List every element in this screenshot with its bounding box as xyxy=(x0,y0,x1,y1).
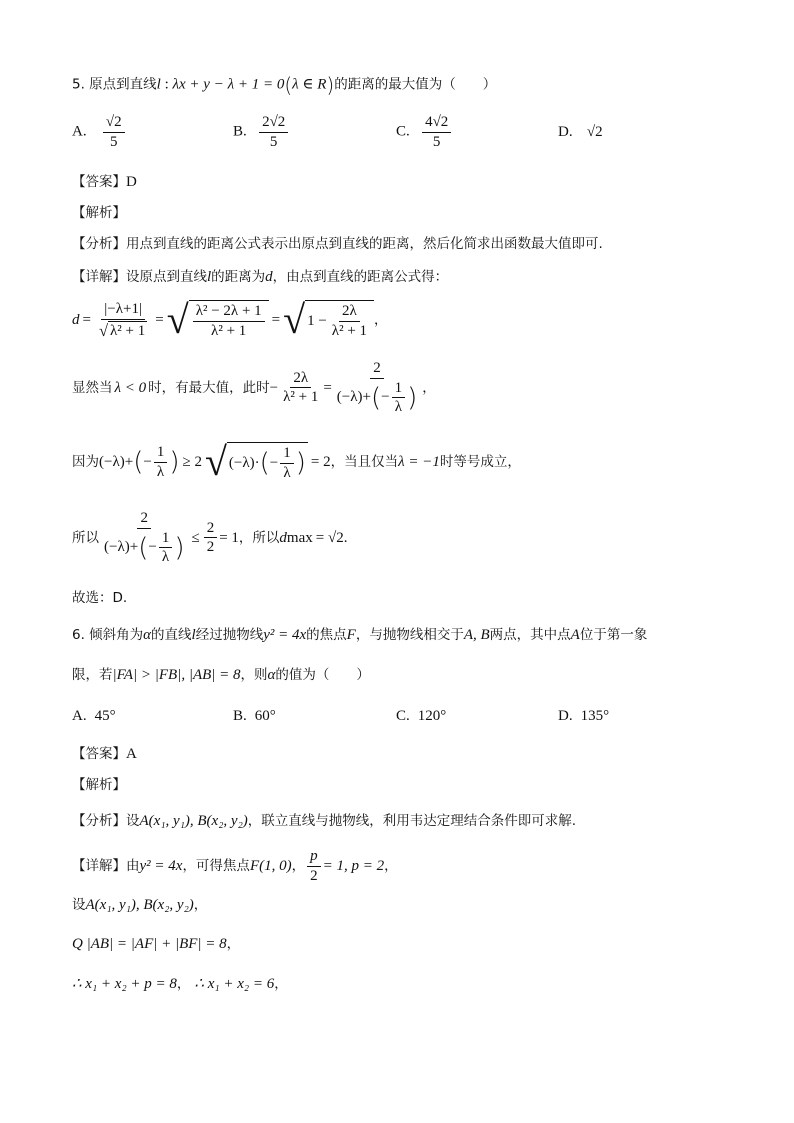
option-value: 120° xyxy=(417,708,447,724)
q6-option-d xyxy=(558,708,609,725)
expression-term: 1 − xyxy=(307,313,327,329)
equals-sign: = xyxy=(82,312,91,328)
q5-stem-colon: : xyxy=(160,76,173,93)
parabola-equation: y² = 4x xyxy=(139,858,183,874)
punctuation: ， xyxy=(193,897,208,913)
fenxi-tag: 【分析】 xyxy=(72,236,126,252)
q6-analysis-tag xyxy=(72,777,126,793)
var-d: d xyxy=(279,529,287,546)
option-letter: A. xyxy=(72,123,87,140)
option-numerator: √2 xyxy=(103,114,125,133)
subscript-max: max xyxy=(286,529,313,546)
q5-am-gm: 因为 (−λ)+ ( − $\frac{1}{\lambda}$ ) ≥ 2 √ (−λ)· ( − $\frac{1}{\lambda}$ ) = 2 ，当且仅当 λ = −1 时等号成立， xyxy=(72,439,521,484)
q5-option-b xyxy=(233,114,290,150)
equals-sign: = xyxy=(155,312,164,328)
text: 由 xyxy=(126,857,140,874)
text: 因为 xyxy=(72,453,99,470)
option-numerator: 4√2 xyxy=(422,114,451,133)
q5-max-condition: 显然当 λ < 0 时，有最大值，此时 − $\frac{2\lambda}{\text{λ² + 1}}$ = 2 (−λ)+ ( − $\frac{1}{\lambda}$ ) ， xyxy=(72,360,436,415)
option-value: 45° xyxy=(94,708,116,724)
q5-option-d xyxy=(558,124,603,141)
fraction-denominator: 2 xyxy=(206,539,215,556)
text: 所以 xyxy=(72,529,99,546)
var-a: A xyxy=(570,627,580,643)
text: 的焦点 xyxy=(306,627,347,643)
option-denominator: 5 xyxy=(269,133,278,150)
var-d: d xyxy=(72,312,80,328)
q5-xiangjie xyxy=(72,268,448,286)
fenxi-text: 用点到直线的距离公式表示出原点到直线的距离，然后化简求出函数最大值即可. xyxy=(126,236,603,252)
fraction-numerator: 2 xyxy=(137,510,151,529)
punctuation: ， xyxy=(422,379,436,396)
var-f: F xyxy=(346,627,356,643)
fraction-denominator: 2 xyxy=(310,867,318,884)
text: 6. 倾斜角为 xyxy=(72,627,144,643)
option-letter: B. xyxy=(233,123,247,140)
q6-step1 xyxy=(72,896,207,914)
var-p: p xyxy=(307,848,321,867)
fraction-denominator: λ² + 1 xyxy=(110,322,146,339)
text: ，可得焦点 xyxy=(182,857,250,874)
max-value: = √2 xyxy=(315,529,344,546)
option-letter: B. xyxy=(233,708,247,724)
q5-answer xyxy=(72,173,137,191)
points-ab: A, B xyxy=(463,627,490,643)
points: A(x₁, y₁), B(x₂, y₂) xyxy=(139,813,248,829)
var-l: l xyxy=(191,627,196,643)
answer-tag: 【答案】 xyxy=(72,174,126,190)
xiangjie-text: 的距离为 xyxy=(211,269,266,285)
q5-stem-prefix: 5. 原点到直线 xyxy=(72,76,157,93)
xiangjie-tag: 【详解】 xyxy=(72,857,126,874)
q6-step3 xyxy=(72,975,288,993)
conclude-text: 故选：D. xyxy=(72,590,128,606)
sum-result: ∴ x₁ + x₂ = 6 xyxy=(194,976,275,992)
var-alpha: α xyxy=(143,627,152,643)
inequality: ≥ 2 xyxy=(182,454,202,470)
punctuation: ， xyxy=(274,976,288,992)
q5-analysis-tag xyxy=(72,205,126,221)
q6-step2 xyxy=(72,935,240,953)
inequality: ≤ xyxy=(191,529,200,546)
focus-point: F(1, 0) xyxy=(249,858,292,874)
option-letter: D. xyxy=(558,124,573,140)
text: 的直线 xyxy=(151,627,192,643)
punctuation: . xyxy=(343,529,348,546)
punctuation: ， xyxy=(226,936,241,952)
var-l: l xyxy=(207,269,212,285)
option-value: √2 xyxy=(586,124,603,140)
q5-stem-l: l xyxy=(156,76,161,93)
fraction-numerator: 2 xyxy=(370,360,384,379)
text: 时，有最大值，此时 xyxy=(148,379,270,396)
xiangjie-text: 设原点到直线 xyxy=(126,269,207,285)
text: 设 xyxy=(126,813,140,829)
q5-option-a xyxy=(72,114,127,150)
punctuation: ， xyxy=(374,311,388,328)
text: 设 xyxy=(72,897,86,913)
option-value: 135° xyxy=(580,708,610,724)
text: ，与抛物线相交于 xyxy=(355,627,464,643)
q5-distance-formula: d = |−λ+1| √ λ² + 1 = √ $\frac{\text{λ² − 2λ + 1}}{\text{λ² + 1}}$ = √ 1 − $\frac{2\lambda}{\text{λ² + 1}}$ ， xyxy=(72,297,388,342)
text: ，当且仅当 xyxy=(330,453,399,470)
q6-xiangjie xyxy=(72,848,398,884)
fraction-numerator: |−λ+1| xyxy=(101,301,145,320)
text: 限，若 xyxy=(72,667,113,683)
q5-conclude xyxy=(72,590,127,606)
option-numerator: 2√2 xyxy=(259,114,288,133)
condition: λ = −1 xyxy=(398,454,440,470)
answer-value: A xyxy=(126,746,137,762)
punctuation: ， xyxy=(384,857,398,874)
fraction-denominator: λ² + 1 xyxy=(283,389,319,406)
text: 显然当 xyxy=(72,379,113,396)
condition: λ < 0 xyxy=(114,379,147,396)
analysis-tag: 【解析】 xyxy=(72,777,126,793)
text: 位于第一象 xyxy=(579,627,648,643)
sum-equation: ∴ x₁ + x₂ + p = 8 xyxy=(72,976,177,992)
text: ，联立直线与抛物线，利用韦达定理结合条件即可求解. xyxy=(247,813,577,829)
length-equation: Q |AB| = |AF| + |BF| = 8 xyxy=(72,936,227,952)
q6-option-b xyxy=(233,708,276,725)
text: 的值为（ ） xyxy=(275,667,370,683)
xiangjie-tag: 【详解】 xyxy=(72,269,126,285)
fenxi-tag: 【分析】 xyxy=(72,813,126,829)
q6-option-a xyxy=(72,708,116,725)
analysis-tag: 【解析】 xyxy=(72,205,126,221)
q6-option-c xyxy=(396,708,446,725)
text: 两点，其中点 xyxy=(489,627,571,643)
option-letter: C. xyxy=(396,708,410,724)
q6-stem-line1 xyxy=(72,626,647,644)
fraction-denominator: λ² + 1 xyxy=(331,322,368,339)
punctuation: ， xyxy=(176,976,191,992)
q5-stem-suffix: 的距离的最大值为（ ） xyxy=(334,76,497,93)
option-value: 60° xyxy=(254,708,276,724)
q5-option-c xyxy=(396,114,453,150)
equals-one: = 1 xyxy=(219,529,239,546)
option-letter: A. xyxy=(72,708,87,724)
points: A(x₁, y₁), B(x₂, y₂) xyxy=(85,897,194,913)
option-letter: D. xyxy=(558,708,573,724)
q6-stem-line2 xyxy=(72,666,370,684)
var-alpha: α xyxy=(267,667,276,683)
text: ，所以 xyxy=(238,529,280,546)
fraction-numerator: λ² − 2λ + 1 xyxy=(193,303,265,322)
q5-stem: 5. 原点到直线l : λx + y − λ + 1 = 0(λ ∈ R)的距离的最大值为（ ） xyxy=(72,73,497,97)
punctuation: ， xyxy=(291,857,306,874)
q6-answer xyxy=(72,745,137,763)
condition: |FA| > |FB|, |AB| = 8 xyxy=(112,667,241,683)
p-value: = 1, p = 2 xyxy=(322,858,385,874)
answer-tag: 【答案】 xyxy=(72,746,126,762)
equals-two: = 2 xyxy=(310,454,331,470)
text: 时等号成立， xyxy=(439,453,521,470)
text: ，则 xyxy=(240,667,268,683)
fraction-numerator: 2 xyxy=(204,520,218,539)
parabola-equation: y² = 4x xyxy=(263,627,307,643)
var-d: d xyxy=(265,269,273,285)
fraction-numerator: 2λ xyxy=(290,370,311,389)
option-denominator: 5 xyxy=(110,133,118,150)
xiangjie-text: ，由点到直线的距离公式得： xyxy=(272,269,449,285)
text: 经过抛物线 xyxy=(195,627,264,643)
q5-line-equation: λx + y − λ + 1 = 0 xyxy=(172,76,285,93)
q6-fenxi xyxy=(72,812,576,830)
q5-fenxi xyxy=(72,236,603,252)
fraction-numerator: 2λ xyxy=(339,303,360,322)
option-denominator: 5 xyxy=(432,133,441,150)
option-letter: C. xyxy=(396,123,410,140)
q5-conclusion-max: 所以 2 (−λ)+ ( − $\frac{1}{\lambda}$ ) ≤ $\frac{2}{2}$ = 1 ，所以 d max = √2 . xyxy=(72,510,348,565)
answer-value: D xyxy=(126,174,137,190)
fraction-denominator: λ² + 1 xyxy=(211,322,247,339)
q5-condition: λ ∈ R xyxy=(292,76,327,93)
equals-sign: = xyxy=(271,312,281,328)
